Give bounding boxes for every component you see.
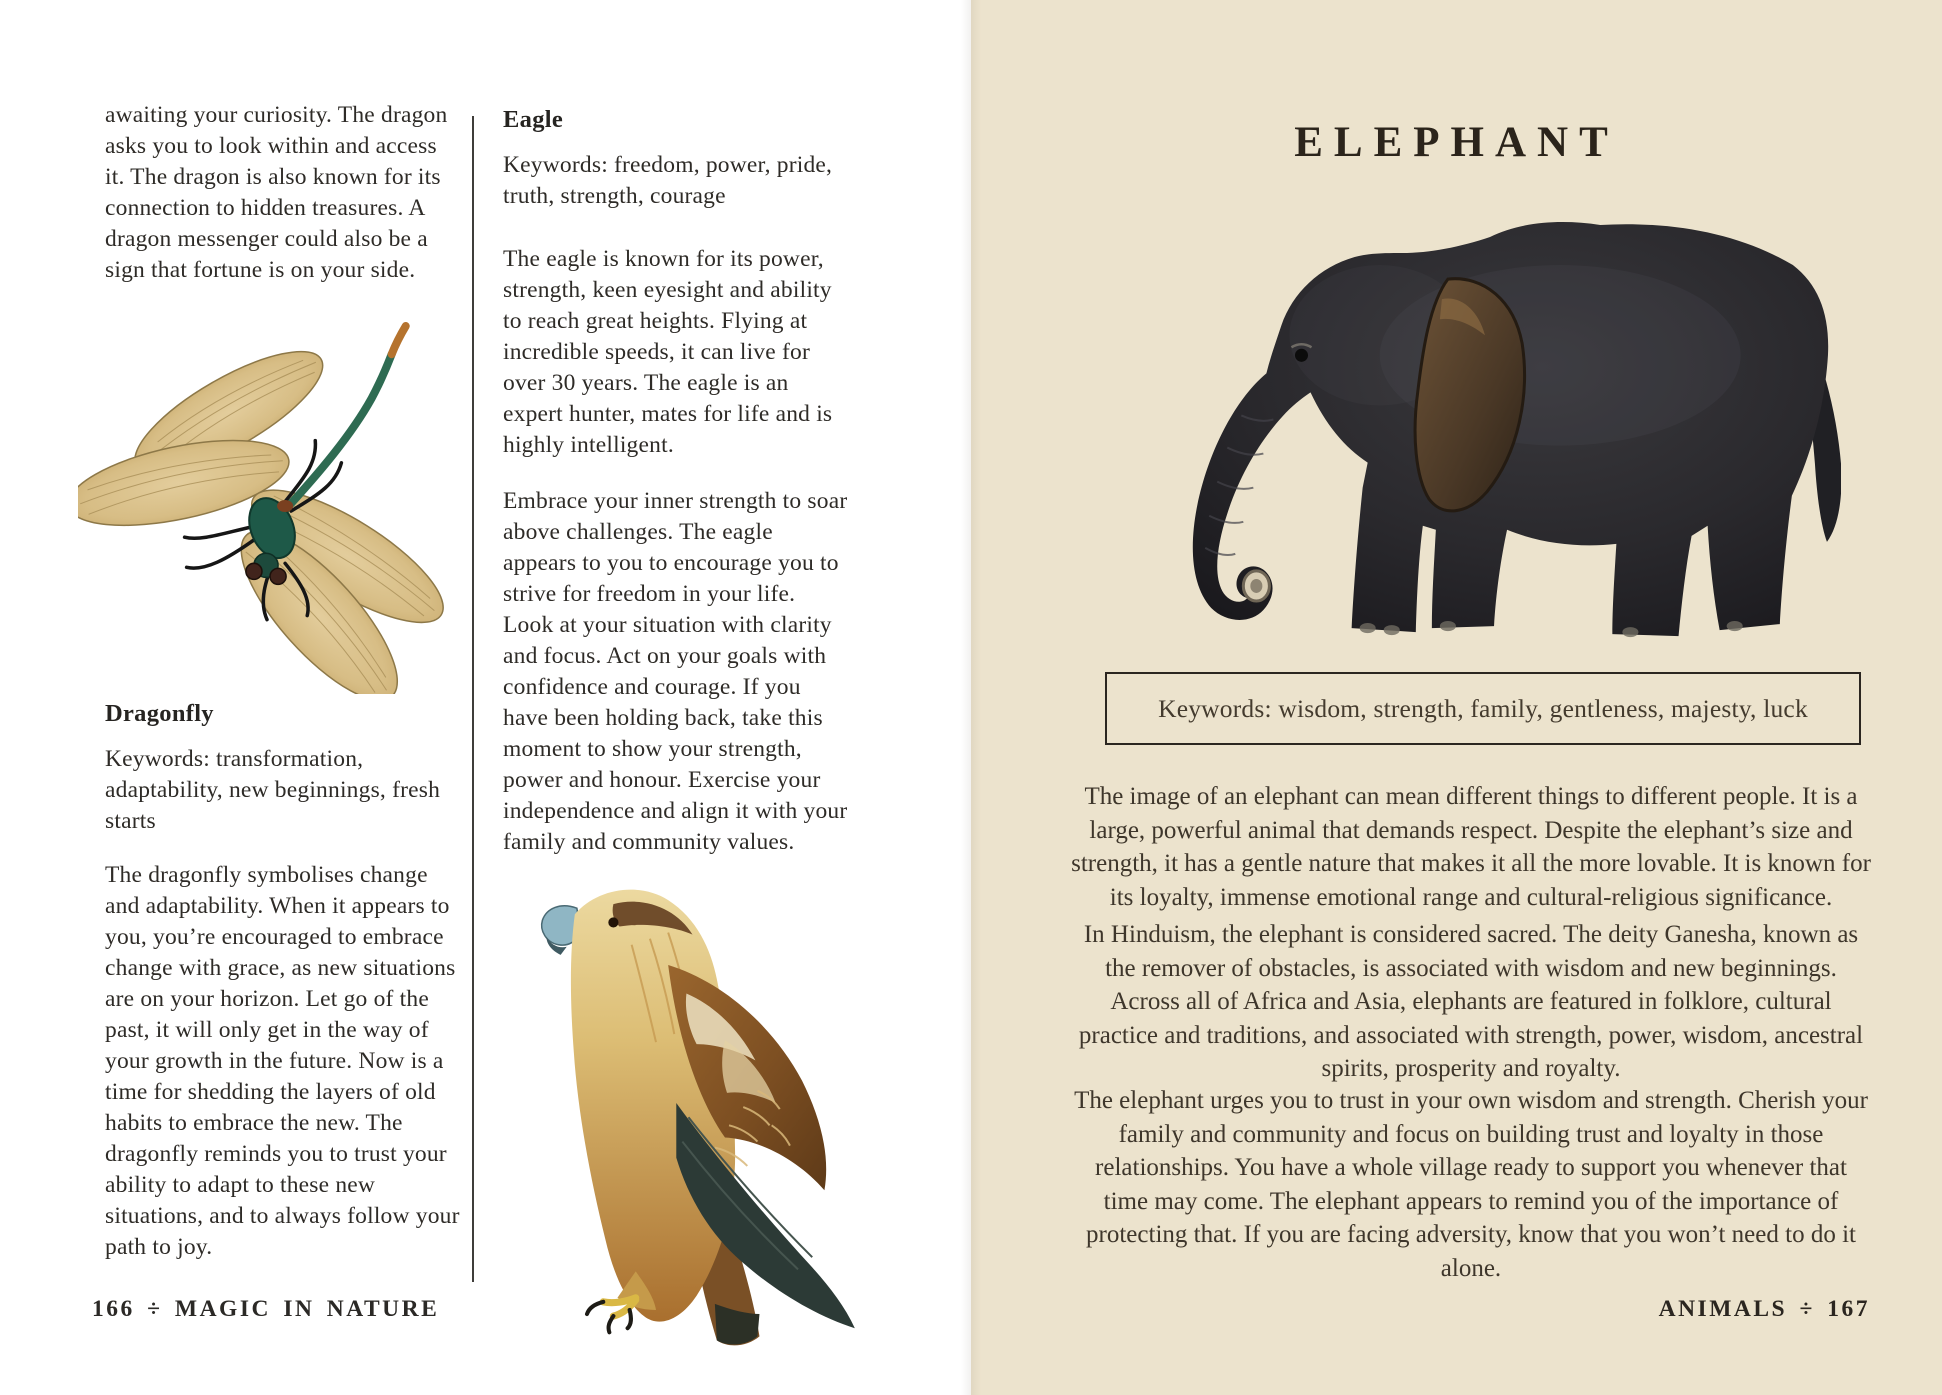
page-title: ELEPHANT: [1294, 119, 1619, 166]
dragonfly-paragraph: The dragonfly symbolises change and adaptability. When it appears to you, you’re encouraged to embrace change with grace, as new situations are on your horizon. Let go of the past, it will only get in the way of your growth in the future. Now is a time for shedding the layers of old habits to embrace the new. The dragonfly reminds you to trust your ability to adapt to these new situations, and to always follow your path to joy.: [105, 862, 460, 1260]
eagle-illustration: [516, 850, 866, 1355]
eagle-keywords: Keywords: freedom, power, pride, truth, strength, courage: [503, 152, 833, 209]
dragonfly-illustration: [78, 312, 450, 694]
eagle-paragraph-1: The eagle is known for its power, strength, keen eyesight and ability to reach great heights. Flying at incredible speeds, it can live for over 30 years. The eagle is an expert hunter, mates for life and is highly intelligent.: [503, 246, 833, 458]
column-divider: [472, 116, 474, 1282]
eagle-heading: Eagle: [503, 106, 564, 133]
dragonfly-heading: Dragonfly: [105, 700, 214, 727]
right-page: [971, 0, 1942, 1395]
keywords-text: Keywords: wisdom, strength, family, gentleness, majesty, luck: [1158, 693, 1808, 723]
elephant-paragraph-3: The elephant urges you to trust in your own wisdom and strength. Cherish your family and community and focus on building trust and loyalty in those relationships. You have a whole village ready to support you whenever that time may come. The elephant appears to remind you of the importance of protecting that. If you are facing adversity, know that you won’t need to do it alone.: [1074, 1087, 1868, 1282]
elephant-illustration: [1129, 194, 1841, 652]
left-page-footer: 166 ÷ MAGIC IN NATURE: [92, 1296, 440, 1322]
eagle-paragraph-2: Embrace your inner strength to soar above challenges. The eagle appears to you to encourage you to strive for freedom in your life. Look at your situation with clarity and focus. Act on your goals with confidence and courage. If you have been holding back, take this moment to show your strength, power and honour. Exercise your independence and align it with your family and community values.: [503, 488, 848, 855]
elephant-paragraph-1: The image of an elephant can mean different things to different people. It is a large, powerful animal that demands respect. Despite the elephant’s size and strength, it has a gentle nature that makes it all the more lovable. It is known for its loyalty, immense emotional range and cultural-religious significance.: [1071, 783, 1871, 911]
dragon-paragraph: awaiting your curiosity. The dragon asks you to look within and access it. The dragon is also known for its connection to hidden treasures. A dragon messenger could also be a sign that fortune is on your side.: [105, 102, 448, 283]
keywords-box: [1105, 672, 1861, 745]
elephant-paragraph-2: In Hinduism, the elephant is considered sacred. The deity Ganesha, known as the remover of obstacles, is associated with wisdom and new beginnings. Across all of Africa and Asia, elephants are featured in folklore, cultural practice and traditions, and associated with strength, power, wisdom, ancestral spirits, prosperity and royalty.: [1078, 921, 1864, 1082]
right-page-footer: ANIMALS ÷ 167: [1658, 1296, 1870, 1322]
dragonfly-keywords: Keywords: transformation, adaptability, new beginnings, fresh starts: [105, 746, 441, 834]
